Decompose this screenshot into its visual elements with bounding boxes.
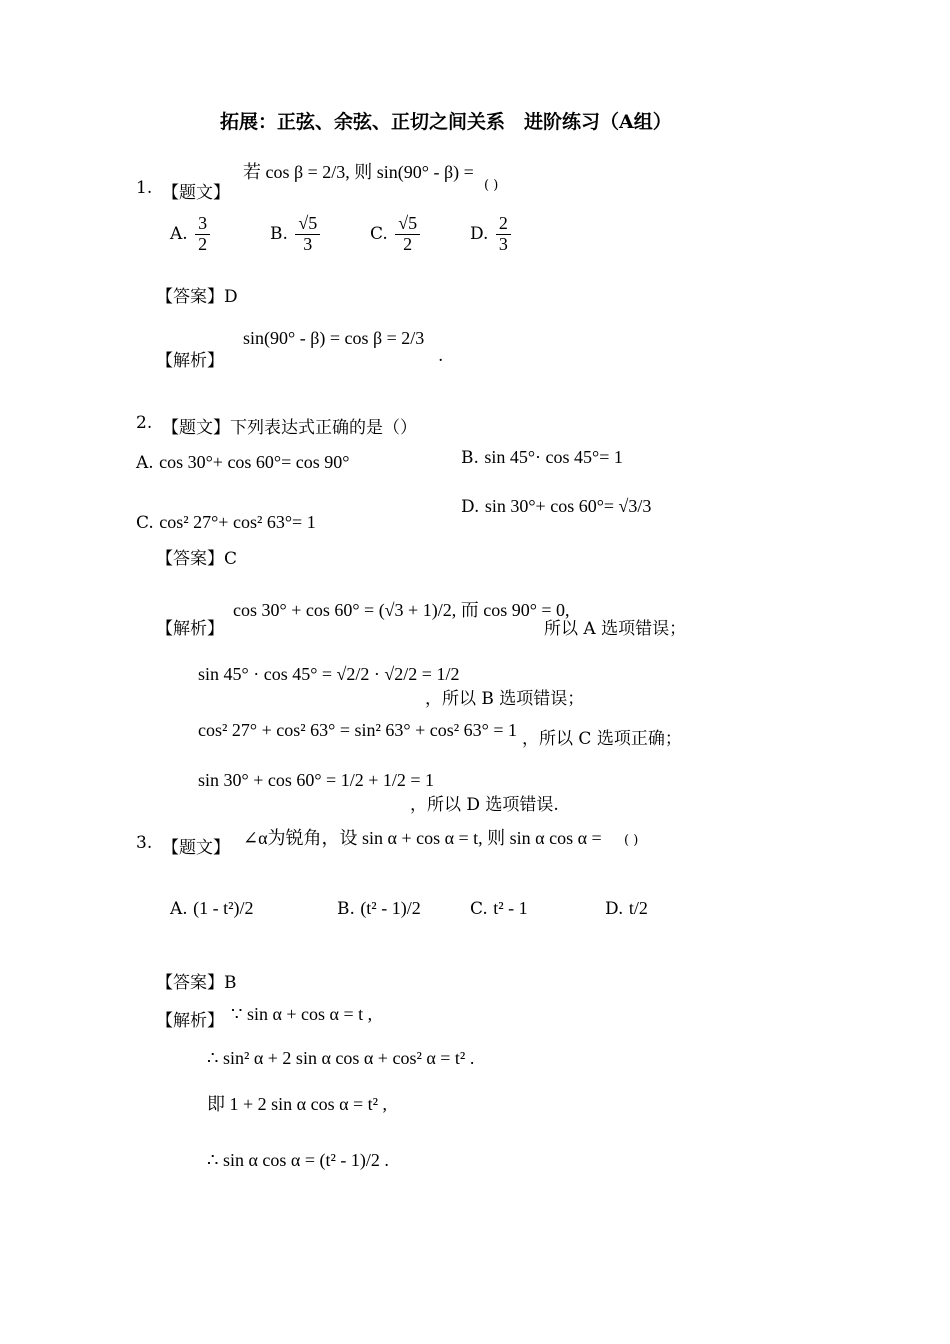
q1-paren: ( ) bbox=[484, 178, 499, 193]
q1-option-b: B. $\frac{√5}{3}$ bbox=[270, 214, 322, 255]
q3-jiexi-line3: 即 1 + 2 sin α cos α = t² , bbox=[207, 1094, 388, 1114]
q3-option-b: B. (t² - 1)/2 bbox=[337, 898, 421, 919]
page-title: 拓展：正弦、余弦、正切之间关系 进阶练习（A组） bbox=[220, 111, 672, 133]
q3-paren: ( ) bbox=[624, 833, 639, 848]
q2-jiexi-line3-math: cos² 27° + cos² 63° = sin² 63° + cos² 63° = 1 bbox=[198, 720, 517, 740]
q3-number: 3. bbox=[136, 833, 153, 853]
q3-jiexi-line2: ∴ sin² α + 2 sin α cos α + cos² α = t² . bbox=[207, 1048, 475, 1068]
q2-jiexi-line2-tail: ，所以 B 选项错误； bbox=[425, 689, 585, 709]
q2-answer: 【答案】C bbox=[156, 549, 238, 569]
q2-option-a: A. cos 30°+ cos 60°= cos 90° bbox=[136, 452, 350, 473]
q2-jiexi-line3-tail: ，所以 C 选项正确； bbox=[522, 729, 682, 749]
q3-tag: 【题文】 bbox=[162, 838, 230, 858]
q1-jiexi-end: . bbox=[438, 346, 444, 366]
q1-number: 1. bbox=[136, 178, 153, 198]
q2-jiexi-line2-math: sin 45° · cos 45° = √2/2 · √2/2 = 1/2 bbox=[198, 664, 460, 684]
q2-option-d: D. sin 30°+ cos 60°= √3/3 bbox=[461, 496, 652, 517]
q3-option-a: A. (1 - t²)/2 bbox=[170, 898, 254, 919]
q1-jiexi: sin(90° - β) = cos β = 2/3 bbox=[243, 328, 425, 348]
q2-jiexi-line1-tail: 所以 A 选项错误； bbox=[544, 619, 687, 639]
q1-option-a: A. $\frac{3}{2}$ bbox=[170, 214, 212, 255]
q2-jiexi-line1-math: cos 30° + cos 60° = (√3 + 1)/2, 而 cos 90° = 0, bbox=[233, 600, 570, 620]
q2-jiexi-tag: 【解析】 bbox=[156, 619, 224, 639]
q1-stem: 若 cos β = 2/3, 则 sin(90° - β) = bbox=[243, 162, 474, 182]
q3-option-d: D. t/2 bbox=[605, 898, 648, 919]
q2-number: 2. bbox=[136, 413, 153, 433]
q1-option-c: C. $\frac{√5}{2}$ bbox=[370, 214, 422, 255]
q3-answer: 【答案】B bbox=[156, 973, 237, 993]
q3-jiexi-line1: ∵ sin α + cos α = t , bbox=[231, 1004, 373, 1024]
q1-answer: 【答案】D bbox=[156, 287, 238, 307]
q3-jiexi-tag: 【解析】 bbox=[156, 1011, 224, 1031]
q3-option-c: C. t² - 1 bbox=[470, 898, 528, 919]
q3-stem: ∠α为锐角，设 sin α + cos α = t, 则 sin α cos α = bbox=[243, 828, 602, 848]
q2-jiexi-line4-tail: ，所以 D 选项错误. bbox=[410, 795, 559, 815]
q2-option-c: C. cos² 27°+ cos² 63°= 1 bbox=[136, 512, 316, 533]
q1-option-d: D. $\frac{2}{3}$ bbox=[470, 214, 513, 255]
q1-jiexi-tag: 【解析】 bbox=[156, 351, 224, 371]
q1-tag: 【题文】 bbox=[162, 183, 230, 203]
q3-jiexi-line4: ∴ sin α cos α = (t² - 1)/2 . bbox=[207, 1150, 389, 1170]
q2-option-b: B. sin 45°· cos 45°= 1 bbox=[461, 447, 623, 468]
q2-jiexi-line4-math: sin 30° + cos 60° = 1/2 + 1/2 = 1 bbox=[198, 770, 435, 790]
q2-tag-stem: 【题文】下列表达式正确的是（） bbox=[162, 418, 417, 438]
